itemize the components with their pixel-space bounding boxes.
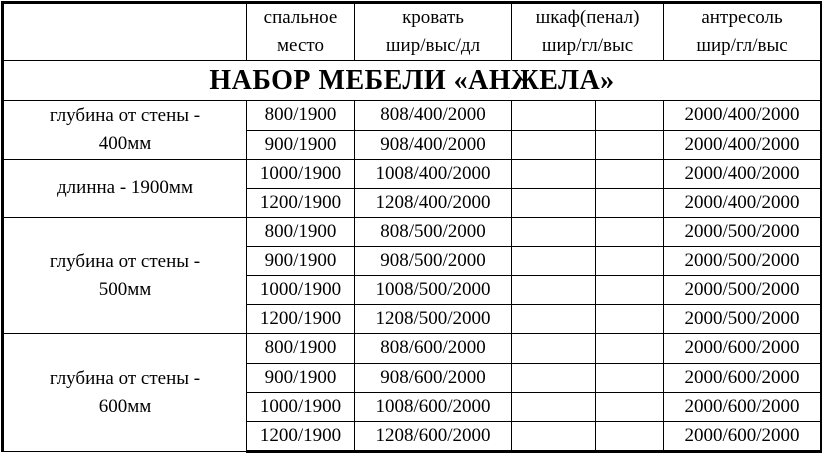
- mezzanine-cell: 2000/400/2000: [664, 101, 822, 130]
- wardrobe-width-cell: [512, 188, 596, 217]
- header-bed-space-line2: место: [277, 35, 324, 57]
- bed-cell: 908/400/2000: [355, 130, 512, 159]
- mezzanine-cell: 2000/600/2000: [664, 392, 822, 421]
- mezzanine-cell: 2000/500/2000: [664, 276, 822, 305]
- bed-space-cell: 900/1900: [247, 247, 355, 276]
- table-row: [3, 334, 822, 363]
- group-label-line: глубина от стены -: [49, 105, 201, 127]
- bed-cell: 908/500/2000: [355, 247, 512, 276]
- group-label-cell: [3, 101, 247, 159]
- group-label-line: 500мм: [98, 278, 152, 300]
- wardrobe-width-cell: [512, 159, 596, 188]
- wardrobe-depth-cell: [596, 159, 664, 188]
- header-wardrobe: [512, 3, 664, 61]
- wardrobe-depth-cell: [596, 276, 664, 305]
- header-mezzanine-line2: шир/гл/выс: [696, 35, 788, 57]
- group-label-line: длинна - 1900мм: [57, 177, 193, 199]
- bed-cell: 1208/500/2000: [355, 305, 512, 334]
- table-row: [3, 217, 822, 246]
- bed-space-cell: 900/1900: [247, 130, 355, 159]
- bed-space-cell: 900/1900: [247, 363, 355, 392]
- bed-space-cell: 1000/1900: [247, 276, 355, 305]
- table-row: [3, 101, 822, 130]
- bed-cell: 1008/400/2000: [355, 159, 512, 188]
- mezzanine-cell: 2000/400/2000: [664, 130, 822, 159]
- wardrobe-width-cell: [512, 101, 596, 130]
- bed-cell: 1008/600/2000: [355, 392, 512, 421]
- wardrobe-depth-cell: [596, 188, 664, 217]
- header-mezzanine-line1: антресоль: [701, 7, 783, 29]
- wardrobe-depth-cell: [596, 101, 664, 130]
- title-row: [3, 61, 822, 101]
- mezzanine-cell: 2000/500/2000: [664, 305, 822, 334]
- bed-space-cell: 1200/1900: [247, 188, 355, 217]
- mezzanine-cell: 2000/500/2000: [664, 217, 822, 246]
- wardrobe-width-cell: [512, 421, 596, 451]
- wardrobe-depth-cell: [596, 392, 664, 421]
- bed-cell: 1208/600/2000: [355, 421, 512, 451]
- wardrobe-width-cell: [512, 392, 596, 421]
- header-row: [3, 3, 822, 61]
- bed-cell: 1008/500/2000: [355, 276, 512, 305]
- wardrobe-depth-cell: [596, 217, 664, 246]
- bed-cell: 1208/400/2000: [355, 188, 512, 217]
- header-bed-line1: кровать: [402, 7, 464, 29]
- header-label-cell: [3, 3, 247, 61]
- bed-space-cell: 800/1900: [247, 101, 355, 130]
- header-wardrobe-line2: шир/гл/выс: [541, 35, 634, 57]
- wardrobe-depth-cell: [596, 305, 664, 334]
- bed-cell: 808/600/2000: [355, 334, 512, 363]
- wardrobe-width-cell: [512, 276, 596, 305]
- mezzanine-cell: 2000/600/2000: [664, 421, 822, 451]
- mezzanine-cell: 2000/600/2000: [664, 363, 822, 392]
- group-label-line: 400мм: [98, 133, 152, 155]
- bed-cell: 908/600/2000: [355, 363, 512, 392]
- bed-space-cell: 1200/1900: [247, 305, 355, 334]
- bed-space-cell: 1000/1900: [247, 392, 355, 421]
- group-label-cell: [3, 334, 247, 452]
- group-label-cell: [3, 159, 247, 217]
- mezzanine-cell: 2000/500/2000: [664, 247, 822, 276]
- wardrobe-width-cell: [512, 305, 596, 334]
- bed-cell: 808/500/2000: [355, 217, 512, 246]
- header-bed-line2: шир/выс/дл: [385, 35, 481, 57]
- wardrobe-depth-cell: [596, 130, 664, 159]
- mezzanine-cell: 2000/400/2000: [664, 188, 822, 217]
- bed-space-cell: 1000/1900: [247, 159, 355, 188]
- bed-space-cell: 1200/1900: [247, 421, 355, 451]
- table-title: НАБОР МЕБЕЛИ «АНЖЕЛА»: [3, 61, 822, 101]
- wardrobe-depth-cell: [596, 421, 664, 451]
- wardrobe-depth-cell: [596, 247, 664, 276]
- header-mezzanine: [664, 3, 822, 61]
- wardrobe-depth-cell: [596, 363, 664, 392]
- group-label-line: глубина от стены -: [49, 250, 201, 272]
- bed-space-cell: 800/1900: [247, 217, 355, 246]
- furniture-spec-table: [1, 1, 822, 453]
- group-label-line: 600мм: [98, 395, 152, 417]
- wardrobe-width-cell: [512, 217, 596, 246]
- wardrobe-width-cell: [512, 334, 596, 363]
- header-bed: [355, 3, 512, 61]
- group-label-cell: [3, 217, 247, 334]
- wardrobe-width-cell: [512, 130, 596, 159]
- bed-space-cell: 800/1900: [247, 334, 355, 363]
- mezzanine-cell: 2000/400/2000: [664, 159, 822, 188]
- wardrobe-depth-cell: [596, 334, 664, 363]
- table-row: [3, 159, 822, 188]
- bed-cell: 808/400/2000: [355, 101, 512, 130]
- header-wardrobe-line1: шкаф(пенал): [535, 7, 640, 29]
- header-bed-space: [247, 3, 355, 61]
- wardrobe-width-cell: [512, 247, 596, 276]
- header-bed-space-line1: спальное: [263, 7, 338, 29]
- wardrobe-width-cell: [512, 363, 596, 392]
- mezzanine-cell: 2000/600/2000: [664, 334, 822, 363]
- group-label-line: глубина от стены -: [49, 367, 201, 389]
